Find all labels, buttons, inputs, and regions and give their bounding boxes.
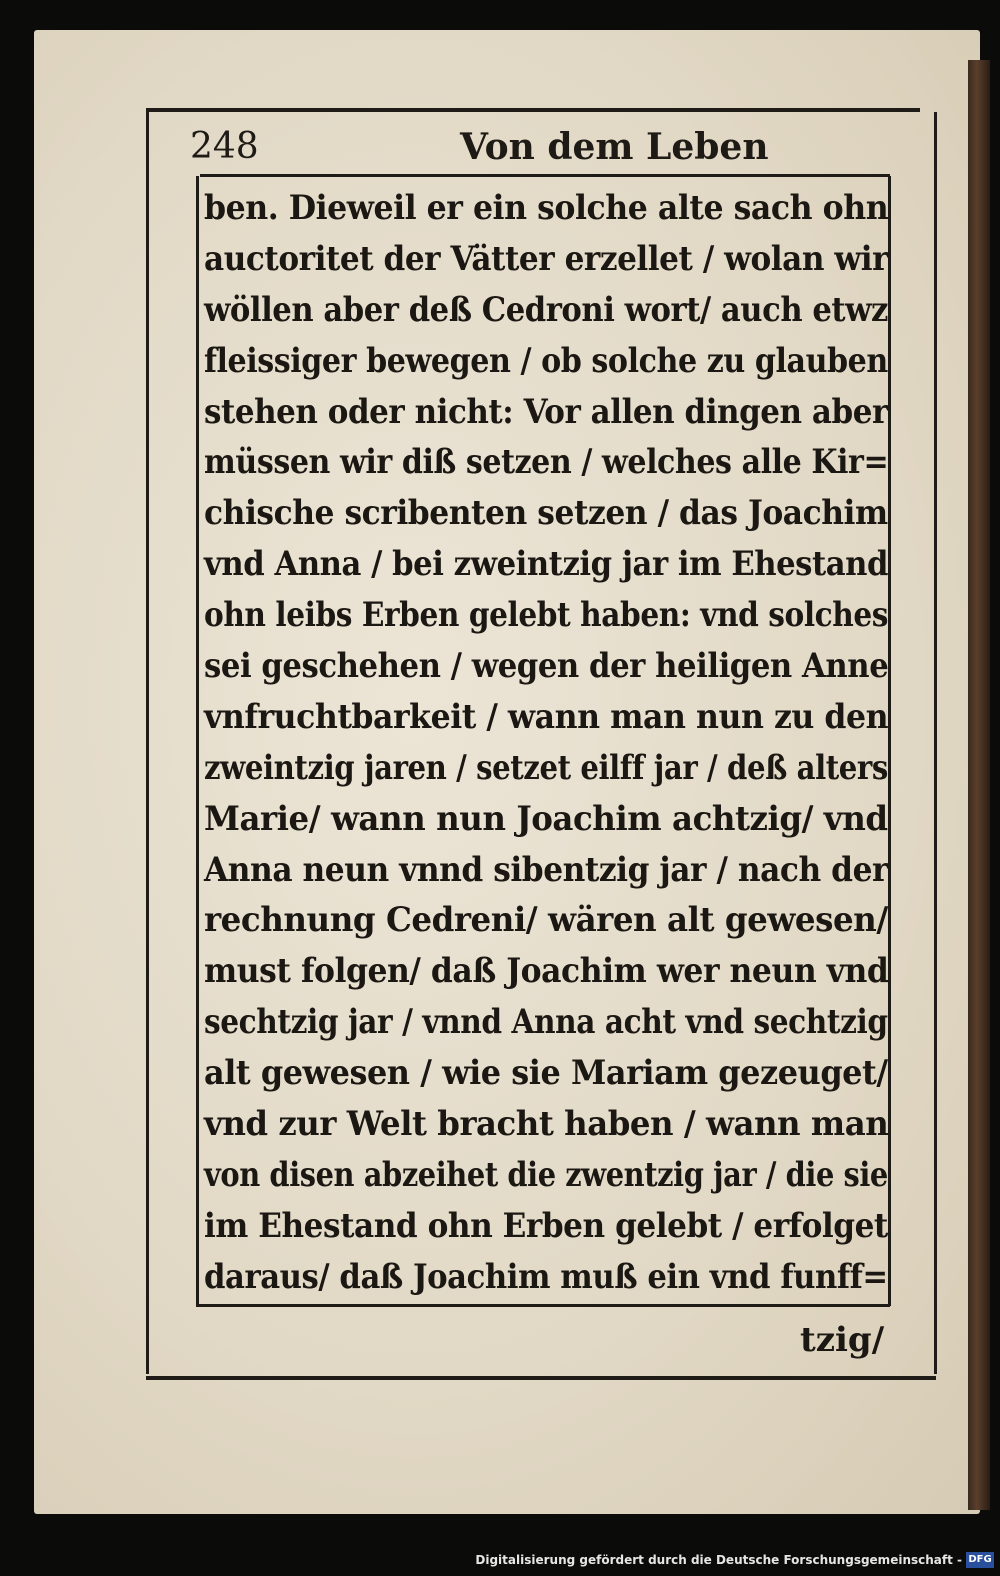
text-line: von disen abzeihet die zwentzig jar / die sie	[204, 1154, 888, 1195]
text-line: daraus/ daß Joachim muß ein vnd funff=	[204, 1256, 888, 1297]
text-line: sechtzig jar / vnnd Anna acht vnd sechtzig	[204, 1002, 888, 1043]
running-head	[150, 120, 890, 176]
text-line: Anna neun vnnd sibentzig jar / nach der	[204, 849, 889, 890]
text-line: zweintzig jaren / setzet eilff jar / deß alters	[204, 747, 888, 788]
text-line: Marie/ wann nun Joachim achtzig/ vnd	[204, 798, 888, 839]
dfg-logo: DFG	[966, 1552, 994, 1568]
text-line: fleissiger bewegen / ob solche zu glauben	[204, 340, 888, 381]
left-outer-rule	[146, 112, 149, 1374]
book-page-edge	[968, 60, 990, 1510]
text-line: vnd Anna / bei zweintzig jar im Ehestand	[204, 544, 889, 585]
top-rule	[146, 108, 920, 112]
funding-credit: Digitalisierung gefördert durch die Deutsche Forschungsgemeinschaft -	[475, 1553, 962, 1567]
text-line: chische scribenten setzen / das Joachim	[204, 493, 888, 534]
footer-bar	[0, 1549, 1000, 1576]
text-line: vnd zur Welt bracht haben / wann man	[204, 1104, 889, 1145]
page-number: 248	[190, 126, 259, 167]
text-line: stehen oder nicht: Vor allen dingen aber	[204, 391, 888, 432]
text-bottom-rule	[196, 1304, 890, 1307]
text-line: wöllen aber deß Cedroni wort/ auch etwz	[204, 289, 888, 330]
text-line: rechnung Cedreni/ wären alt gewesen/	[204, 900, 888, 941]
bottom-rule	[146, 1376, 936, 1380]
catchword: tzig/	[800, 1320, 885, 1360]
text-block	[204, 183, 890, 1303]
text-line: im Ehestand ohn Erben gelebt / erfolget	[204, 1205, 888, 1246]
right-outer-rule	[934, 112, 937, 1374]
text-line: ben. Dieweil er ein solche alte sach ohn	[204, 188, 889, 228]
text-line: müssen wir diß setzen / welches alle Kir=	[204, 442, 889, 483]
text-line: sei geschehen / wegen der heiligen Anne	[204, 646, 889, 687]
text-line: auctoritet der Vätter erzellet / wolan wir	[204, 238, 889, 279]
text-line: ohn leibs Erben gelebt haben: vnd solches	[204, 595, 889, 636]
text-line: alt gewesen / wie sie Mariam gezeuget/	[204, 1053, 888, 1094]
text-line: vnfruchtbarkeit / wann man nun zu den	[204, 696, 889, 737]
running-title: Von dem Leben	[460, 126, 769, 168]
text-line: must folgen/ daß Joachim wer neun vnd	[204, 951, 889, 992]
left-inner-rule	[196, 176, 199, 1306]
